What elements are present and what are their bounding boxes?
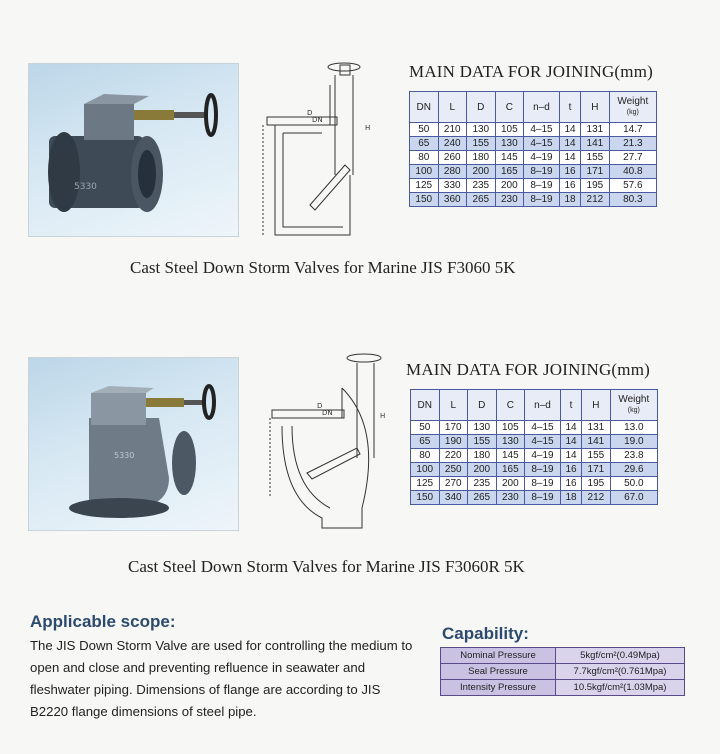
table-cell: 180 [468,449,497,463]
svg-text:H: H [380,412,386,420]
table-cell: 171 [581,165,610,179]
table-cell: 18 [560,491,581,505]
svg-text:5330: 5330 [114,451,135,460]
table-cell: 4–19 [525,449,561,463]
table-cell: 170 [439,421,468,435]
table-cell: 8–19 [525,463,561,477]
table-cell: 212 [581,193,610,207]
table-cell: 14 [559,137,580,151]
table-cell: 212 [582,491,611,505]
table-cell: 5kgf/cm²(0.49Mpa) [556,648,685,664]
table-row [410,151,657,165]
table-cell: 100 [411,463,440,477]
table-cell: 10.5kgf/cm²(1.03Mpa) [556,680,685,696]
table-cell: 50.0 [610,477,657,491]
svg-text:DN: DN [322,409,333,417]
data-table-1 [409,91,657,207]
capability-row [441,664,685,680]
table-cell: 14 [560,421,581,435]
table-cell: 155 [581,151,610,165]
col-header: n–d [525,390,561,421]
table-cell: 14 [560,435,581,449]
table-cell: 16 [559,179,580,193]
table-cell: Intensity Pressure [441,680,556,696]
table-cell: 4–15 [525,435,561,449]
table-cell: 200 [468,463,497,477]
weight-label: Weight [618,394,650,405]
table-cell: 40.8 [609,165,656,179]
table-cell: 80 [410,151,439,165]
valve-photo-2 [28,357,239,531]
table-title-1: MAIN DATA FOR JOINING(mm) [409,62,653,81]
table-cell: 210 [438,123,467,137]
table-cell: 125 [411,477,440,491]
table-cell: 130 [495,137,524,151]
table-cell: 180 [467,151,496,165]
table-cell: 21.3 [609,137,656,151]
table-cell: 13.0 [610,421,657,435]
col-header: n–d [524,92,560,123]
col-header: C [496,390,525,421]
svg-text:D: D [317,402,323,410]
table-cell: 360 [438,193,467,207]
table-cell: 8–19 [524,165,560,179]
caption-2: Cast Steel Down Storm Valves for Marine JIS F3060R 5K [128,557,525,576]
svg-text:D: D [307,109,313,117]
col-header-weight [610,390,657,421]
table-cell: 125 [410,179,439,193]
table-cell: 80 [411,449,440,463]
table-cell: 27.7 [609,151,656,165]
table-cell: 230 [495,193,524,207]
table-cell: 67.0 [610,491,657,505]
svg-text:H: H [365,124,371,132]
col-header: L [438,92,467,123]
table-cell: 19.0 [610,435,657,449]
table-cell: 105 [496,421,525,435]
caption-1: Cast Steel Down Storm Valves for Marine JIS F3060 5K [130,258,516,277]
table-row [410,179,657,193]
table-cell: 171 [582,463,611,477]
col-header: t [559,92,580,123]
table-cell: 145 [496,449,525,463]
col-header: t [560,390,581,421]
col-header: DN [410,92,439,123]
table-cell: 16 [560,463,581,477]
table-cell: 340 [439,491,468,505]
table-cell: 200 [467,165,496,179]
table-cell: 150 [410,193,439,207]
table-cell: 57.6 [609,179,656,193]
table-cell: 195 [582,477,611,491]
table-cell: 65 [410,137,439,151]
table-cell: 141 [582,435,611,449]
table-cell: 155 [467,137,496,151]
table-cell: 195 [581,179,610,193]
col-header: DN [411,390,440,421]
table-cell: 4–15 [525,421,561,435]
col-header-weight [609,92,656,123]
table-cell: 165 [496,463,525,477]
scope-text: The JIS Down Storm Valve are used for controlling the medium to open and close and preventing refluence in seawater and fleshwater piping. Dimensions of flange are according to JIS B2220 flange dimensions of steel pipe. [30,638,413,719]
col-header: L [439,390,468,421]
table-row [411,477,658,491]
valve-photo-1 [28,63,239,237]
table-cell: 150 [411,491,440,505]
table-cell: 50 [411,421,440,435]
table-cell: 131 [582,421,611,435]
table-row [410,193,657,207]
table-cell: 220 [439,449,468,463]
table-cell: 8–19 [524,179,560,193]
table-cell: 265 [467,193,496,207]
table-cell: 8–19 [525,491,561,505]
table-cell: 7.7kgf/cm²(0.761Mpa) [556,664,685,680]
col-header: D [467,92,496,123]
table-cell: 4–19 [524,151,560,165]
table-row [410,165,657,179]
table-cell: 260 [438,151,467,165]
table-cell: 141 [581,137,610,151]
table-cell: 330 [438,179,467,193]
table-cell: 18 [559,193,580,207]
table-cell: 50 [410,123,439,137]
table-row [410,137,657,151]
table-cell: 155 [468,435,497,449]
table-cell: 200 [496,477,525,491]
capability-row [441,648,685,664]
svg-text:5330: 5330 [74,182,97,192]
table-cell: 270 [439,477,468,491]
table-cell: 235 [467,179,496,193]
table-cell: 65 [411,435,440,449]
table-cell: 280 [438,165,467,179]
valve-drawing-1 [255,55,375,240]
col-header: H [582,390,611,421]
table-cell: 130 [496,435,525,449]
table-cell: 80.3 [609,193,656,207]
table-cell: 100 [410,165,439,179]
table-row [410,123,657,137]
table-row [411,491,658,505]
table-cell: 23.8 [610,449,657,463]
table-row [411,463,658,477]
data-table-2 [410,389,658,505]
col-header: C [495,92,524,123]
table-cell: 190 [439,435,468,449]
table-cell: 16 [559,165,580,179]
capability-heading: Capability: [442,624,529,643]
svg-text:DN: DN [312,116,323,124]
table-cell: 250 [439,463,468,477]
table-cell: 131 [581,123,610,137]
table-cell: 105 [495,123,524,137]
table-row [411,435,658,449]
table-cell: 4–15 [524,123,560,137]
table-cell: Nominal Pressure [441,648,556,664]
col-header: H [581,92,610,123]
table-cell: 230 [496,491,525,505]
table-cell: 200 [495,179,524,193]
table-cell: 8–19 [524,193,560,207]
table-row [411,421,658,435]
scope-heading: Applicable scope: [30,612,176,631]
table-cell: 145 [495,151,524,165]
table-cell: 130 [467,123,496,137]
weight-unit: (kg) [627,407,640,414]
table-cell: 14 [559,123,580,137]
capability-table [440,647,685,696]
table-cell: 14 [559,151,580,165]
table-cell: 155 [582,449,611,463]
table-cell: 29.6 [610,463,657,477]
table-cell: 165 [495,165,524,179]
table-cell: 265 [468,491,497,505]
table-cell: 16 [560,477,581,491]
table-cell: 4–15 [524,137,560,151]
table-cell: 240 [438,137,467,151]
table-cell: 14.7 [609,123,656,137]
col-header: D [468,390,497,421]
capability-row [441,680,685,696]
table-cell: 8–19 [525,477,561,491]
table-cell: 14 [560,449,581,463]
weight-label: Weight [617,96,649,107]
table-cell: 130 [468,421,497,435]
table-title-2: MAIN DATA FOR JOINING(mm) [406,360,650,379]
table-row [411,449,658,463]
weight-unit: (kg) [626,109,639,116]
table-cell: Seal Pressure [441,664,556,680]
table-cell: 235 [468,477,497,491]
valve-drawing-2 [262,348,387,533]
